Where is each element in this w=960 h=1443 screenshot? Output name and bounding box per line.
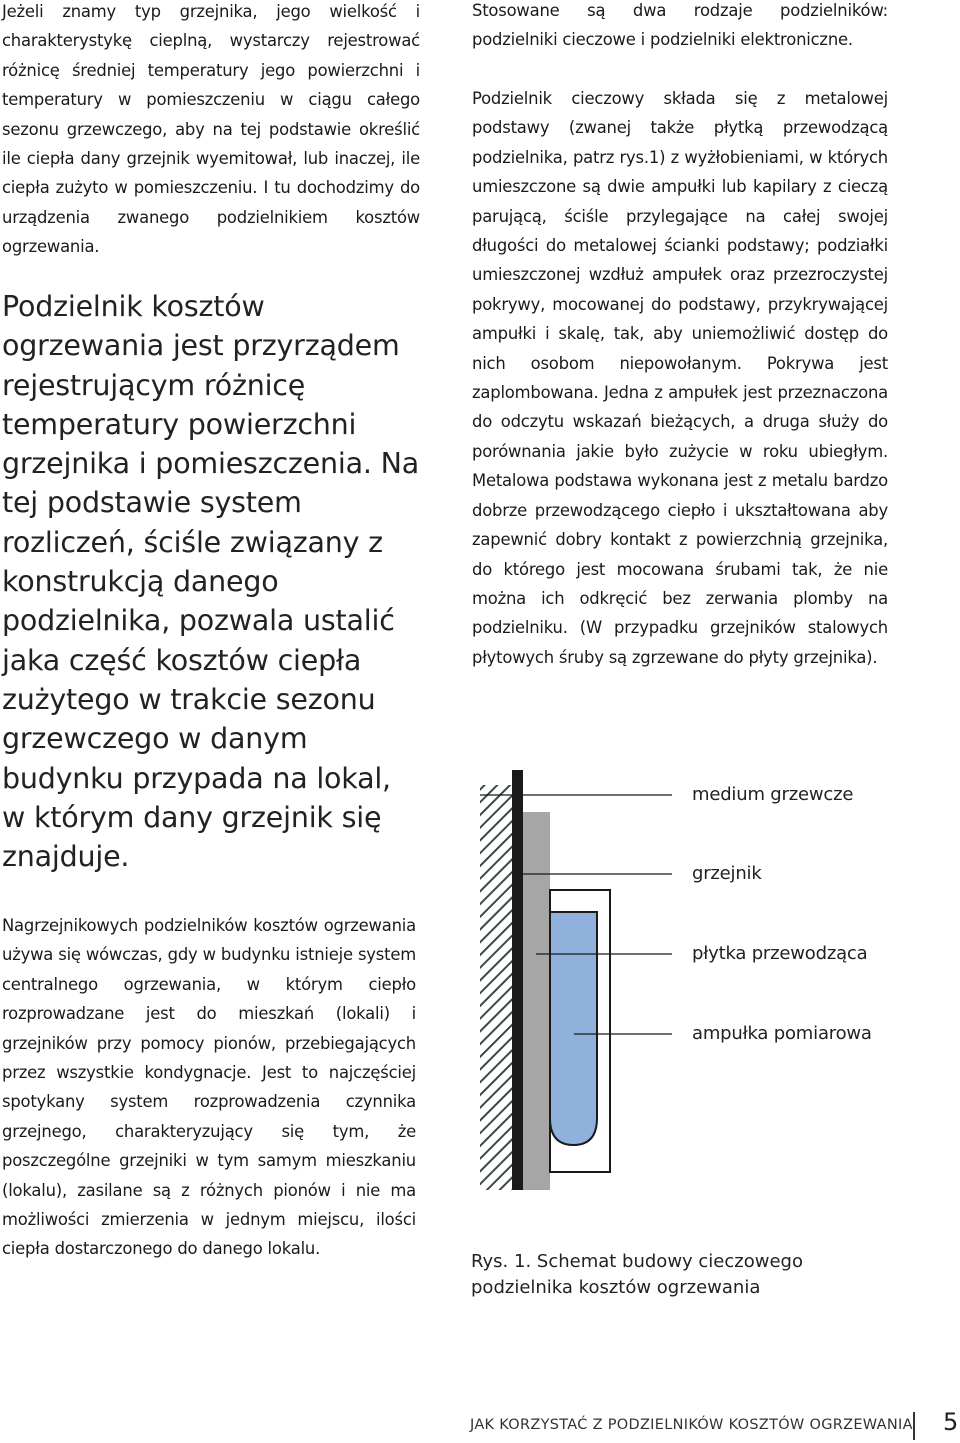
measuring-ampoule <box>550 912 597 1145</box>
page-footer <box>470 1408 959 1442</box>
label-measuring-ampoule: ampułka pomiarowa <box>692 1023 872 1044</box>
page-number: 5 <box>943 1408 959 1436</box>
radiator-wall <box>512 770 523 1190</box>
footer-title: JAK KORZYSTAĆ Z PODZIELNIKÓW KOSZTÓW OGRZEWANIA <box>470 1417 913 1433</box>
heating-medium-hatch <box>480 785 512 1190</box>
liquid-divider-description: składa się z metalowej podstawy (zwanej także płytką przewodzącą podzielnika, patrz rys.1) z wyżłobieniami, w których umieszczone są dwie ampułki lub kapilary z cieczą parującą, ściśle przylegające na całej swojej długości do metalowej ścianki podstawy; podziałki umieszczonej wzdłuż ampułek oraz przezroczystej pokrywy, mocowanej do podstawy, przykrywającej ampułki i skalę, tak, aby uniemożliwić dostęp do nich osobom niepowołanym. Pokrywa jest zaplombowana. Jedna z ampułek jest przeznaczona do odczytu wskazań bieżących, a druga służy do porównania jakie było zużycie w roku ubiegłym. Metalowa podstawa wykonana jest z metalu bardzo dobrze przewodzącego ciepło i ukształtowana aby zapewnić dobry kontakt z powierzchnią grzejnika, do którego jest mocowana śrubami tak, że nie można ich odkręcić bez zerwania plomby na podzielniku. (W przypadku grzejników stalowych płytowych śruby są zgrzewane do płyty grzejnika). <box>472 89 888 667</box>
divider-schematic-diagram <box>470 760 950 1190</box>
label-heating-medium: medium grzewcze <box>692 784 854 805</box>
intro-paragraph: Jeżeli znamy typ grzejnika, jego wielkość i charakterystykę cieplną, wystarczy rejestrować różnicę średniej temperatury jego powierzchni i temperatury w pomieszczeniu w ciągu całego sezonu grzewczego, aby na tej podstawie określić ile ciepła dany grzejnik wyemitował, lub inaczej, ile ciepła zużyto w pomieszczeniu. I tu dochodzimy do urządzenia zwanego podzielnikiem kosztów ogrzewania. <box>2 2 420 257</box>
label-conductive-plate: płytka przewodząca <box>692 943 868 964</box>
figure-caption: Rys. 1. Schemat budowy cieczowego podzielnika kosztów ogrzewania <box>471 1251 803 1298</box>
label-radiator: grzejnik <box>692 863 762 884</box>
divider-schematic-figure <box>470 760 950 1190</box>
divider-types-paragraph: Stosowane są dwa rodzaje podzielników: podzielniki cieczowe i podzielniki elektroniczne. <box>472 1 888 50</box>
conductive-plate <box>523 812 550 1190</box>
heating-system-paragraph: Nagrzejnikowych podzielników kosztów ogrzewania używa się wówczas, gdy w budynku istnieje system centralnego ogrzewania, w którym ciepło rozprowadzane jest do mieszkań (lokali) i grzejników przy pomocy pionów, przebiegających przez wszystkie kondygnacje. Jest to najczęściej spotykany system rozprowadzenia czynnika grzejnego, charakteryzujący się tym, że poszczególne grzejniki w tym samym mieszkaniu (lokalu), zasilane są z różnych pionów i nie ma możliwości zmierzenia w jednym miejscu, ilości ciepła dostarczonego do danego lokalu. <box>2 916 416 1259</box>
liquid-divider-term: Podzielnik cieczowy <box>472 89 645 108</box>
footer-divider <box>913 1412 915 1440</box>
liquid-divider-paragraph <box>472 84 888 672</box>
pull-quote: Podzielnik kosztów ogrzewania jest przyrządem rejestrującym różnicę temperatury powierzchni grzejnika i pomieszczenia. Na tej podstawie system rozliczeń, ściśle związany z konstrukcją danego podzielnika, pozwala ustalić jaka część kosztów ciepła zużytego w trakcie sezonu grzewczego w danym budynku przypada na lokal, w którym dany grzejnik się znajduje. <box>2 290 419 874</box>
